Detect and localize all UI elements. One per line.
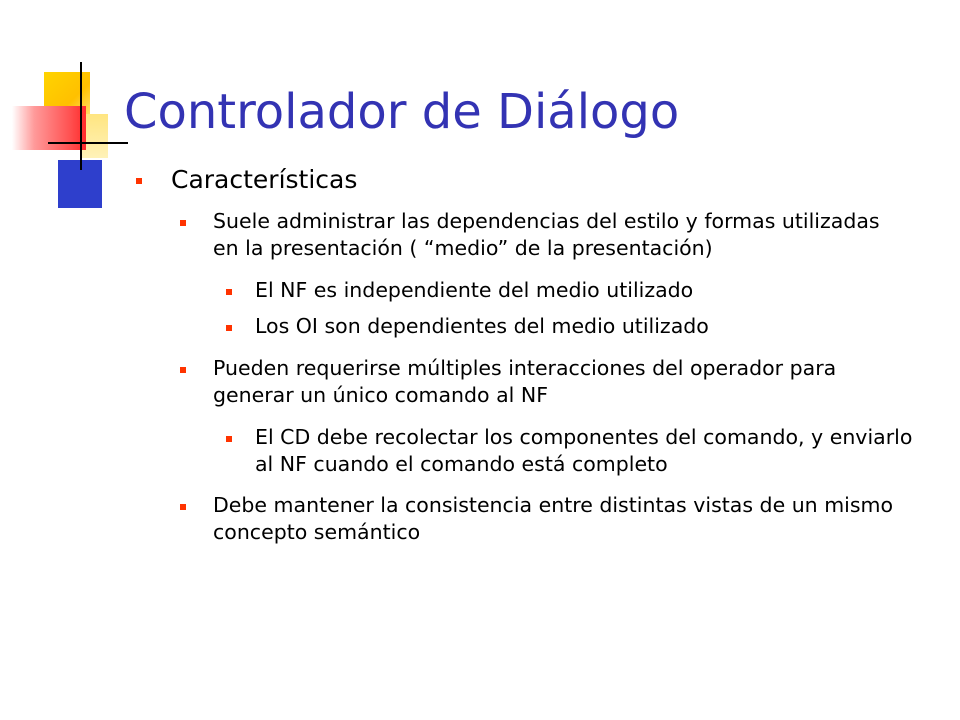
bullet-item-level-2 [180,208,905,262]
bullet-text: El NF es independiente del medio utilizado [255,278,694,302]
bullet-text: Pueden requerirse múltiples interacciones del operador para generar un único comando al NF [213,356,837,407]
bullet-marker [136,178,142,184]
bullet-item-level-3 [226,313,916,340]
bullet-marker [180,504,186,510]
bullet-item-level-3 [226,277,916,304]
bullet-text: Características [171,165,358,194]
bullet-text: Suele administrar las dependencias del estilo y formas utilizadas en la presentación ( “medio” de la presentación) [213,209,880,260]
bullet-marker [226,325,232,331]
slide-title: Controlador de Diálogo [124,84,680,140]
bullet-item-level-2 [180,355,905,409]
bullet-marker [180,367,186,373]
bullet-marker [226,289,232,295]
bullet-text: El CD debe recolectar los componentes del comando, y enviarlo al NF cuando el comando está completo [255,425,913,476]
bullet-item-level-3 [226,424,916,478]
bullet-text: Los OI son dependientes del medio utilizado [255,314,709,338]
bullet-item-level-2 [180,492,905,546]
bullet-item-level-1 [136,164,916,196]
bullet-marker [226,436,232,442]
bullet-text: Debe mantener la consistencia entre distintas vistas de un mismo concepto semántico [213,493,894,544]
bullet-marker [180,220,186,226]
